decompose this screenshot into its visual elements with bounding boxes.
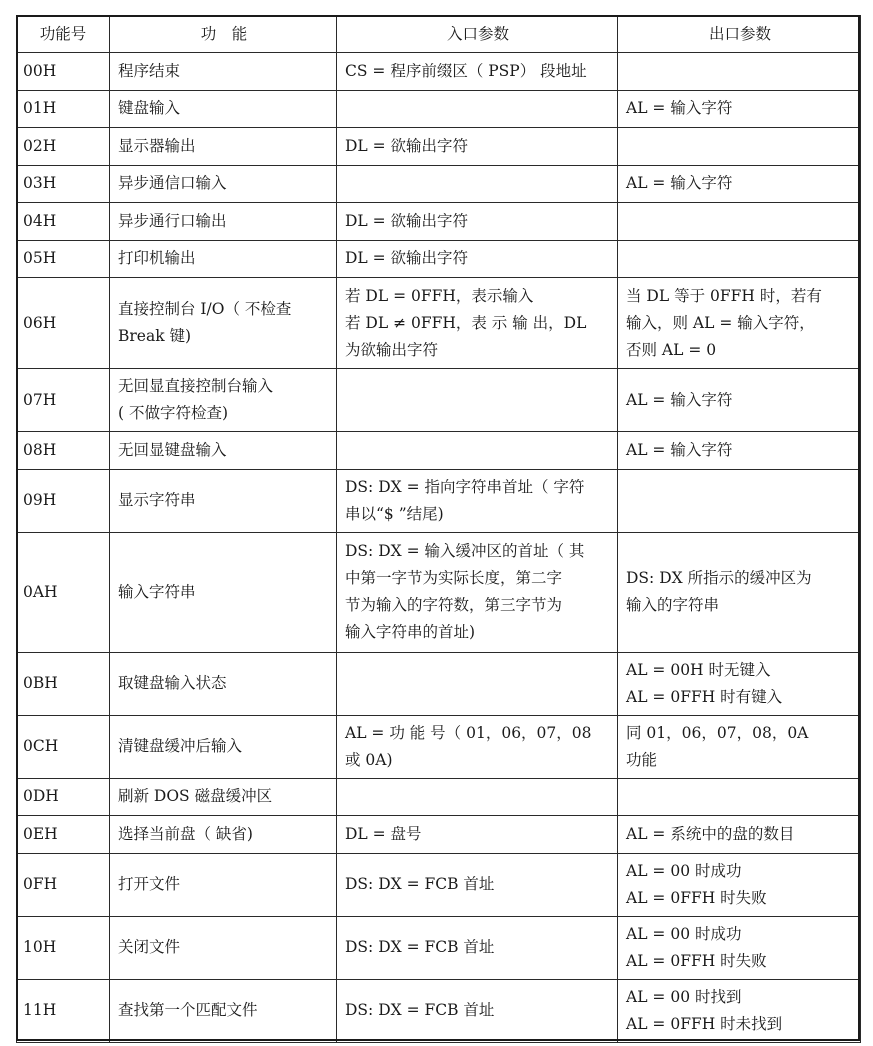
cell-function [110, 165, 337, 203]
cell-output-params-line: AL = 0FFH 时失败 [626, 888, 767, 907]
cell-input-params [337, 278, 618, 369]
cell-function [110, 853, 337, 916]
cell-output-params-line: AL = 00 时成功 [626, 861, 742, 880]
cell-function-line: 显示字符串 [118, 491, 196, 509]
cell-output-params-line: AL = 输入字符 [626, 174, 733, 193]
cell-function-line: ( 不做字符检查) [118, 404, 229, 422]
header-input-params: 入口参数 [337, 16, 618, 53]
cell-function-code: 0EH [17, 816, 110, 854]
cell-function-line: 选择当前盘（ 缺省) [118, 824, 253, 843]
cell-output-params-line: DS: DX 所指示的缓冲区为 [626, 569, 812, 587]
cell-input-params [337, 853, 618, 916]
table-row [17, 128, 861, 166]
cell-function [110, 240, 337, 278]
cell-function [110, 432, 337, 470]
cell-function [110, 469, 337, 532]
cell-function [110, 652, 337, 715]
cell-output-params [618, 128, 861, 166]
cell-function-line: 打印机输出 [118, 249, 196, 268]
cell-output-params [618, 853, 861, 916]
cell-input-params [337, 532, 618, 652]
table-row [17, 90, 861, 128]
cell-function-line: 异步通信口输入 [118, 174, 227, 193]
cell-output-params [618, 90, 861, 128]
cell-function-line: 清键盘缓冲后输入 [118, 737, 243, 755]
cell-input-params [337, 652, 618, 715]
table-row [17, 432, 861, 470]
cell-function-code: 0FH [17, 853, 110, 916]
cell-function-line: 刷新 DOS 磁盘缓冲区 [118, 787, 273, 806]
cell-input-params [337, 432, 618, 470]
cell-input-params [337, 816, 618, 854]
cell-output-params-line: AL = 00 时找到 [626, 987, 742, 1006]
table-row [17, 53, 861, 91]
cell-input-params-line: 中第一字节为实际长度，第二字 [345, 569, 563, 587]
table-row [17, 532, 861, 652]
cell-output-params [618, 432, 861, 470]
cell-output-params [618, 203, 861, 241]
cell-function-code: 0CH [17, 715, 110, 778]
cell-input-params-line: DS: DX = 指向字符串首址（ 字符 [345, 477, 585, 496]
table-row [17, 203, 861, 241]
cell-output-params [618, 916, 861, 979]
cell-input-params-line: 若 DL ≠ 0FFH，表 示 输 出，DL [345, 313, 587, 332]
table-row [17, 816, 861, 854]
cell-output-params-line: 当 DL 等于 0FFH 时，若有 [626, 286, 822, 305]
cell-input-params [337, 715, 618, 778]
cell-output-params-line: AL = 0FFH 时未找到 [626, 1014, 783, 1033]
header-function: 功 能 [110, 16, 337, 53]
cell-function-code: 04H [17, 203, 110, 241]
cell-output-params [618, 165, 861, 203]
cell-input-params-line: CS = 程序前缀区（ PSP） 段地址 [345, 61, 587, 80]
cell-function-line: 直接控制台 I/O（ 不检查 [118, 300, 292, 318]
cell-function [110, 278, 337, 369]
cell-output-params-line: 输入的字符串 [626, 596, 720, 614]
cell-input-params-line: 若 DL = 0FFH，表示输入 [345, 286, 534, 305]
table-row [17, 778, 861, 816]
cell-function-line: 关闭文件 [118, 938, 181, 956]
table-row [17, 715, 861, 778]
cell-output-params-line: AL = 00H 时无键入 [626, 660, 771, 679]
table-row [17, 278, 861, 369]
cell-output-params-line: 否则 AL = 0 [626, 340, 717, 359]
cell-output-params [618, 816, 861, 854]
cell-input-params-line: DS: DX = FCB 首址 [345, 1001, 495, 1019]
cell-output-params-line: AL = 系统中的盘的数目 [626, 824, 795, 843]
cell-function-line: Break 键) [118, 327, 192, 345]
cell-output-params [618, 778, 861, 816]
table-row [17, 369, 861, 432]
table-row [17, 240, 861, 278]
cell-function-code: 0DH [17, 778, 110, 816]
cell-output-params [618, 532, 861, 652]
cell-input-params [337, 203, 618, 241]
cell-function-line: 取键盘输入状态 [118, 674, 227, 692]
cell-function-code: 11H [17, 979, 110, 1042]
cell-function-code: 10H [17, 916, 110, 979]
cell-function-code: 0BH [17, 652, 110, 715]
cell-function-line: 异步通行口输出 [118, 211, 227, 230]
cell-input-params-line: DS: DX = FCB 首址 [345, 938, 495, 956]
table-row [17, 469, 861, 532]
cell-output-params-line: AL = 00 时成功 [626, 924, 742, 943]
cell-function-code: 09H [17, 469, 110, 532]
cell-input-params [337, 240, 618, 278]
table-row [17, 165, 861, 203]
cell-input-params [337, 90, 618, 128]
header-function-code: 功能号 [17, 16, 110, 53]
cell-input-params-line: DS: DX = 输入缓冲区的首址（ 其 [345, 542, 585, 560]
cell-input-params-line: DS: DX = FCB 首址 [345, 875, 495, 893]
cell-input-params-line: AL = 功 能 号（ 01，06，07，08 [345, 723, 592, 742]
cell-input-params-line: 为欲输出字符 [345, 340, 439, 359]
cell-function-code: 02H [17, 128, 110, 166]
cell-function [110, 369, 337, 432]
cell-function-line: 查找第一个匹配文件 [118, 1001, 258, 1019]
cell-output-params-line: 功能 [626, 750, 658, 769]
cell-function-code: 03H [17, 165, 110, 203]
cell-output-params [618, 53, 861, 91]
cell-function-line: 打开文件 [118, 875, 181, 893]
cell-function [110, 532, 337, 652]
cell-function-code: 01H [17, 90, 110, 128]
table-row [17, 979, 861, 1042]
cell-function [110, 128, 337, 166]
cell-output-params-line: AL = 0FFH 时失败 [626, 951, 767, 970]
cell-function-code: 0AH [17, 532, 110, 652]
cell-function-line: 键盘输入 [118, 99, 181, 118]
table-body [17, 53, 861, 1043]
cell-input-params-line: DL = 欲输出字符 [345, 249, 469, 268]
cell-function-code: 00H [17, 53, 110, 91]
cell-output-params [618, 715, 861, 778]
cell-function [110, 53, 337, 91]
header-output-params: 出口参数 [618, 16, 861, 53]
cell-output-params [618, 652, 861, 715]
cell-output-params [618, 240, 861, 278]
table-row [17, 652, 861, 715]
cell-function-code: 08H [17, 432, 110, 470]
cell-function [110, 816, 337, 854]
cell-output-params-line: AL = 输入字符 [626, 390, 733, 409]
cell-input-params [337, 916, 618, 979]
cell-input-params-line: 或 0A) [345, 750, 393, 769]
cell-function-code: 07H [17, 369, 110, 432]
cell-input-params-line: DL = 欲输出字符 [345, 136, 469, 155]
cell-function [110, 979, 337, 1042]
cell-function-line: 程序结束 [118, 61, 181, 80]
cell-input-params-line: 节为输入的字符数，第三字节为 [345, 596, 563, 614]
cell-output-params-line: AL = 输入字符 [626, 99, 733, 118]
dos-function-table [16, 15, 861, 1043]
cell-input-params [337, 53, 618, 91]
cell-function [110, 203, 337, 241]
cell-function-code: 06H [17, 278, 110, 369]
cell-function-line: 显示器输出 [118, 136, 196, 155]
cell-output-params-line: 输入，则 AL = 输入字符， [626, 313, 815, 332]
table-row [17, 916, 861, 979]
cell-function [110, 916, 337, 979]
cell-input-params-line: DL = 盘号 [345, 824, 422, 843]
cell-input-params [337, 369, 618, 432]
cell-input-params-line: 串以“$ ”结尾) [345, 504, 444, 523]
cell-function-line: 无回显直接控制台输入 [118, 377, 274, 395]
cell-input-params-line: 输入字符串的首址) [345, 623, 476, 641]
cell-function-line: 无回显键盘输入 [118, 440, 227, 459]
cell-output-params [618, 369, 861, 432]
cell-output-params-line: AL = 输入字符 [626, 440, 733, 459]
cell-output-params [618, 278, 861, 369]
cell-function [110, 778, 337, 816]
cell-function [110, 715, 337, 778]
cell-input-params [337, 778, 618, 816]
cell-output-params-line: AL = 0FFH 时有键入 [626, 687, 783, 706]
cell-input-params [337, 469, 618, 532]
cell-output-params [618, 979, 861, 1042]
table-header-row [17, 16, 861, 53]
cell-output-params-line: 同 01，06，07，08，0A [626, 723, 809, 742]
cell-output-params [618, 469, 861, 532]
cell-input-params [337, 165, 618, 203]
cell-function-code: 05H [17, 240, 110, 278]
cell-input-params [337, 979, 618, 1042]
cell-input-params-line: DL = 欲输出字符 [345, 211, 469, 230]
cell-function-line: 输入字符串 [118, 582, 196, 601]
table-row [17, 853, 861, 916]
cell-function [110, 90, 337, 128]
cell-input-params [337, 128, 618, 166]
